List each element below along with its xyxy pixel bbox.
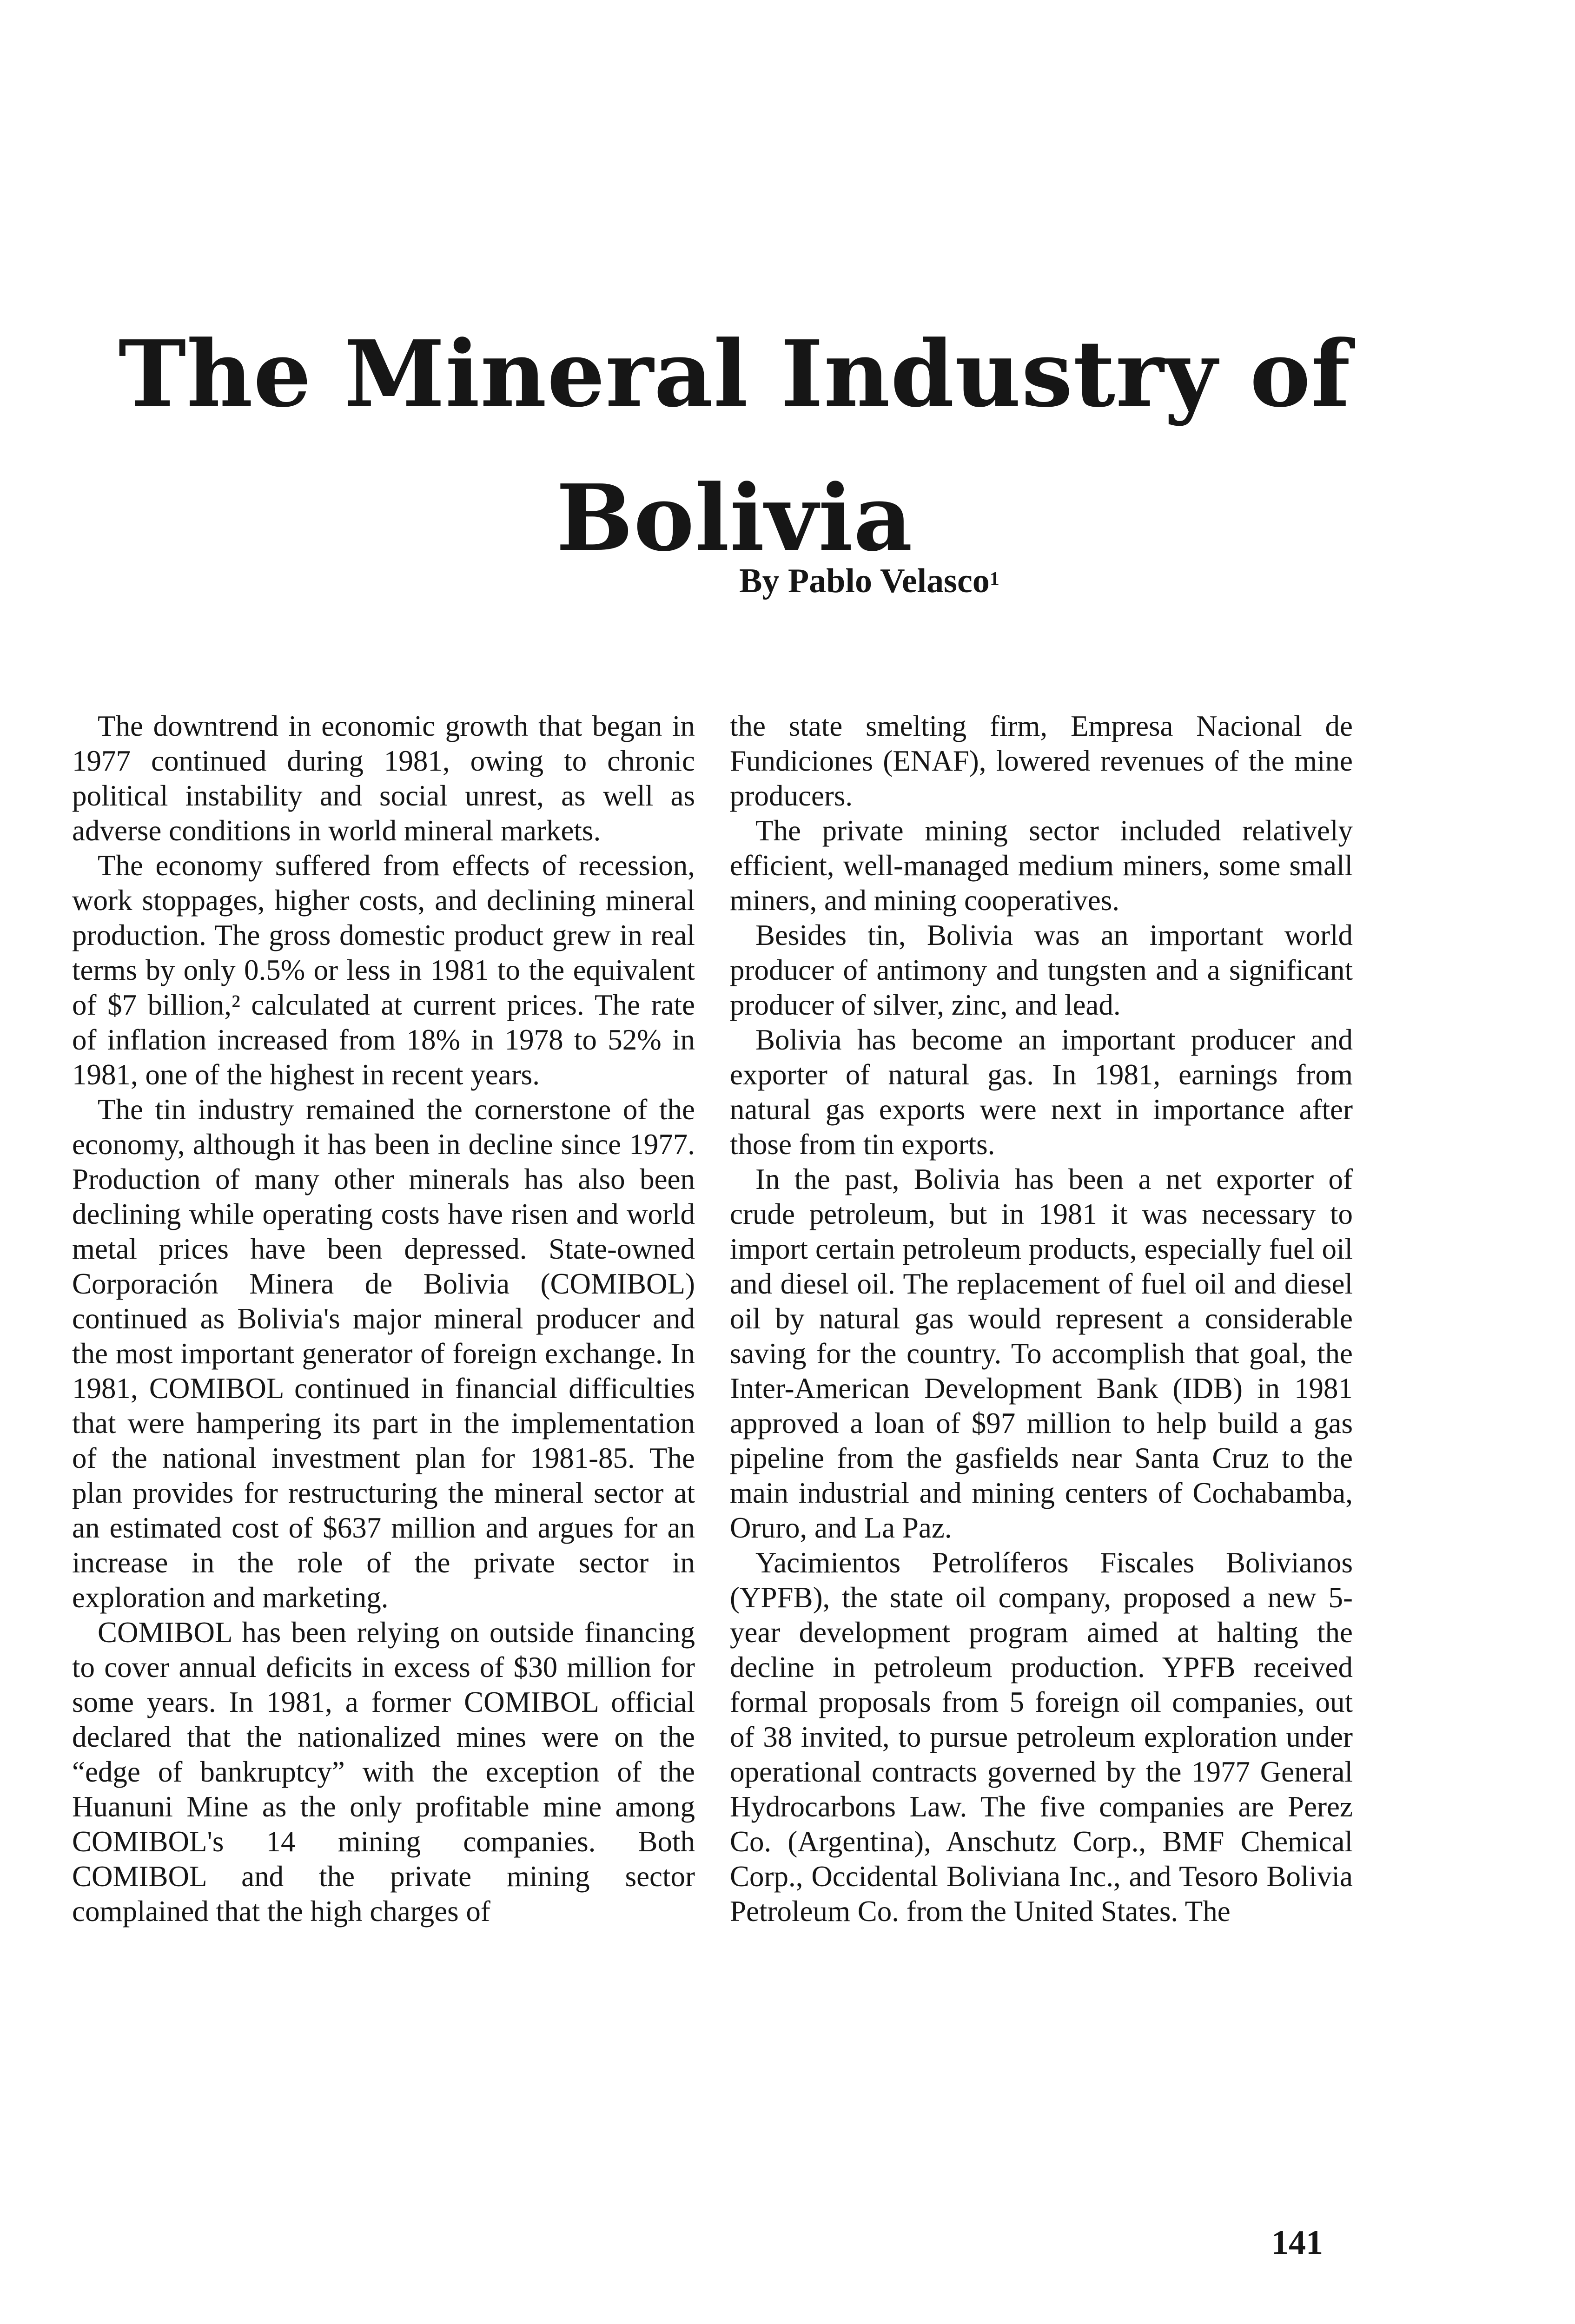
paragraph: Besides tin, Bolivia was an important world producer of antimony and tungsten and a significant producer of silver, zinc, and lead. [730, 919, 1353, 1021]
paragraph: Bolivia has become an important producer and exporter of natural gas. In 1981, earnings from natural gas exports were next in importance after those from tin exports. [730, 1023, 1353, 1161]
paragraph: In the past, Bolivia has been a net exporter of crude petroleum, but in 1981 it was necessary to import certain petroleum products, especially fuel oil and diesel oil. The replacement of fuel oil and diesel oil by natural gas would represent a considerable saving for the country. To accomplish that goal, the Inter-American Development Bank (IDB) in 1981 approved a loan of $97 million to help build a gas pipeline from the gasfields near Santa Cruz to the main industrial and mining centers of Cochabamba, Oruro, and La Paz. [730, 1163, 1353, 1544]
paragraph: The tin industry remained the cornerstone of the economy, although it has been in decline since 1977. Production of many other minerals has also been declining while operating costs have risen and world metal prices have been depressed. State-owned Corporación Minera de Bolivia (COMIBOL) continued as Bolivia's major mineral producer and the most important generator of foreign exchange. In 1981, COMIBOL continued in financial difficulties that were hampering its part in the implementation of the national investment plan for 1981-85. The plan provides for restructuring the mineral sector at an estimated cost of $637 million and argues for an increase in the role of the private sector in exploration and marketing. [72, 1093, 695, 1614]
title-line-2: Bolivia [556, 465, 913, 572]
paragraph: The economy suffered from effects of recession, work stoppages, higher costs, and declining mineral production. The gross domestic product grew in real terms by only 0.5% or less in 1981 to the equivalent of $7 billion,² calculated at current prices. The rate of inflation increased from 18% in 1978 to 52% in 1981, one of the highest in recent years. [72, 849, 695, 1091]
byline-text: By Pablo Velasco [739, 562, 990, 600]
left-column [72, 709, 695, 1929]
article-title [0, 302, 1469, 590]
footnote-mark: 1 [989, 568, 999, 590]
paragraph: The downtrend in economic growth that began in 1977 continued during 1981, owing to chronic political instability and social unrest, as well as adverse conditions in world mineral markets. [72, 710, 695, 847]
title-line-1: The Mineral Industry of [118, 321, 1351, 428]
paragraph: The private mining sector included relatively efficient, well-managed medium miners, some small miners, and mining cooperatives. [730, 814, 1353, 917]
page-number: 141 [1271, 2224, 1323, 2262]
author-byline [521, 558, 1218, 604]
right-column [730, 709, 1353, 1929]
paragraph: Yacimientos Petrolíferos Fiscales Bolivianos (YPFB), the state oil company, proposed a new 5-year development program aimed at halting the decline in petroleum production. YPFB received formal proposals from 5 foreign oil companies, out of 38 invited, to pursue petroleum exploration under operational contracts governed by the 1977 General Hydrocarbons Law. The five companies are Perez Co. (Argentina), Anschutz Corp., BMF Chemical Corp., Occidental Boliviana Inc., and Tesoro Bolivia Petroleum Co. from the United States. The [730, 1546, 1353, 1928]
continued-paragraph: the state smelting firm, Empresa Nacional de Fundiciones (ENAF), lowered revenues of the mine producers. [730, 710, 1353, 812]
paragraph: COMIBOL has been relying on outside financing to cover annual deficits in excess of $30 million for some years. In 1981, a former COMIBOL official declared that the nationalized mines were on the “edge of bankruptcy” with the exception of the Huanuni Mine as the only profitable mine among COMIBOL's 14 mining companies. Both COMIBOL and the private mining sector complained that the high charges of [72, 1616, 695, 1928]
